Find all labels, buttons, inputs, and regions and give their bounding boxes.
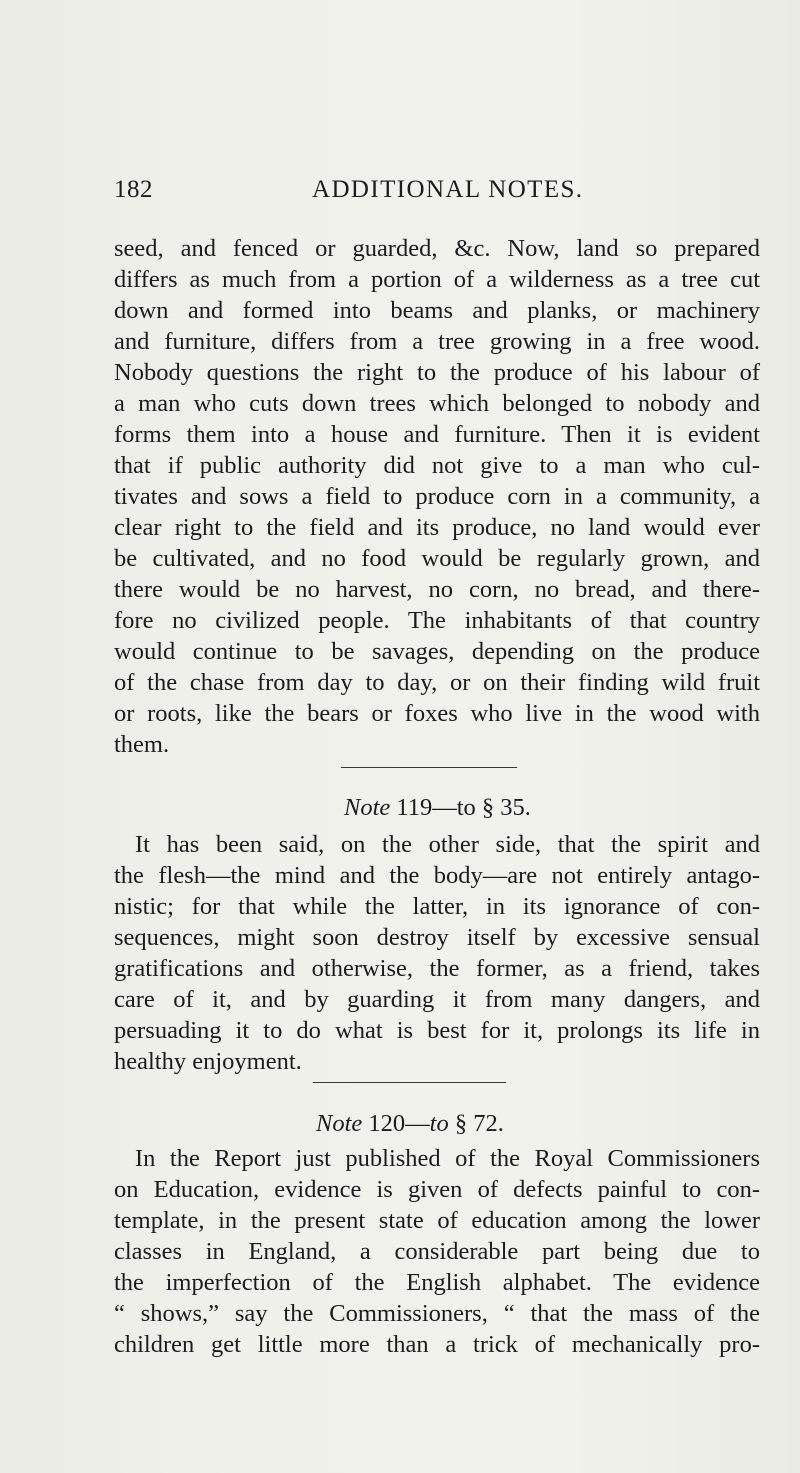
text-line: differs as much from a portion of a wilderness as a tree cut xyxy=(114,266,760,293)
text-line: forms them into a house and furniture. Then it is evident xyxy=(114,421,760,448)
text-line: Nobody questions the right to the produce of his labour of xyxy=(114,359,760,386)
text-line: and furniture, differs from a tree growing in a free wood. xyxy=(114,328,760,355)
text-line: tivates and sows a field to produce corn in a community, a xyxy=(114,483,760,510)
text-line: care of it, and by guarding it from many dangers, and xyxy=(114,986,760,1013)
text-line: seed, and fenced or guarded, &c. Now, land so prepared xyxy=(114,235,760,262)
text-line: gratifications and otherwise, the former, as a friend, takes xyxy=(114,955,760,982)
text-line: the imperfection of the English alphabet. The evidence xyxy=(114,1269,760,1296)
text-line: persuading it to do what is best for it, prolongs its life in xyxy=(114,1017,760,1044)
note-120-heading xyxy=(316,1109,504,1139)
text-line: of the chase from day to day, or on their finding wild fruit xyxy=(114,669,760,696)
text-line: a man who cuts down trees which belonged to nobody and xyxy=(114,390,760,417)
text-line: fore no civilized people. The inhabitants of that country xyxy=(114,607,760,634)
text-line: down and formed into beams and planks, or machinery xyxy=(114,297,760,324)
text-line: template, in the present state of education among the lower xyxy=(114,1207,760,1234)
text-line: classes in England, a considerable part being due to xyxy=(114,1238,760,1265)
text-line: nistic; for that while the latter, in its ignorance of con- xyxy=(114,893,760,920)
running-head: ADDITIONAL NOTES. xyxy=(312,176,584,203)
text-line: them. xyxy=(114,731,170,758)
text-line: sequences, might soon destroy itself by excessive sensual xyxy=(114,924,760,951)
text-line: or roots, like the bears or foxes who live in the wood with xyxy=(114,700,760,727)
text-line: on Education, evidence is given of defects painful to con- xyxy=(114,1176,760,1203)
text-line: It has been said, on the other side, that the spirit and xyxy=(135,831,760,858)
text-line: would continue to be savages, depending on the produce xyxy=(114,638,760,665)
page-number: 182 xyxy=(114,176,153,203)
text-line: be cultivated, and no food would be regularly grown, and xyxy=(114,545,760,572)
text-line: the flesh—the mind and the body—are not entirely antago- xyxy=(114,862,760,889)
note-to: to xyxy=(429,1110,449,1137)
text-line: In the Report just published of the Royal Commissioners xyxy=(135,1145,760,1172)
note-label: Note xyxy=(316,1110,363,1137)
text-line: healthy enjoyment. xyxy=(114,1048,302,1075)
note-reference: § 72. xyxy=(454,1110,504,1137)
text-line: there would be no harvest, no corn, no bread, and there- xyxy=(114,576,760,603)
section-divider xyxy=(313,1082,506,1083)
text-line: that if public authority did not give to a man who cul- xyxy=(114,452,760,479)
text-line: “ shows,” say the Commissioners, “ that the mass of the xyxy=(114,1300,760,1327)
note-label: Note xyxy=(344,794,391,821)
section-divider xyxy=(341,767,517,768)
note-number: 120— xyxy=(368,1110,430,1137)
text-line: children get little more than a trick of mechanically pro- xyxy=(114,1331,760,1358)
note-reference: 119—to § 35. xyxy=(396,794,531,821)
text-line: clear right to the field and its produce, no land would ever xyxy=(114,514,760,541)
page-header xyxy=(114,176,754,210)
note-119-heading xyxy=(344,793,531,823)
